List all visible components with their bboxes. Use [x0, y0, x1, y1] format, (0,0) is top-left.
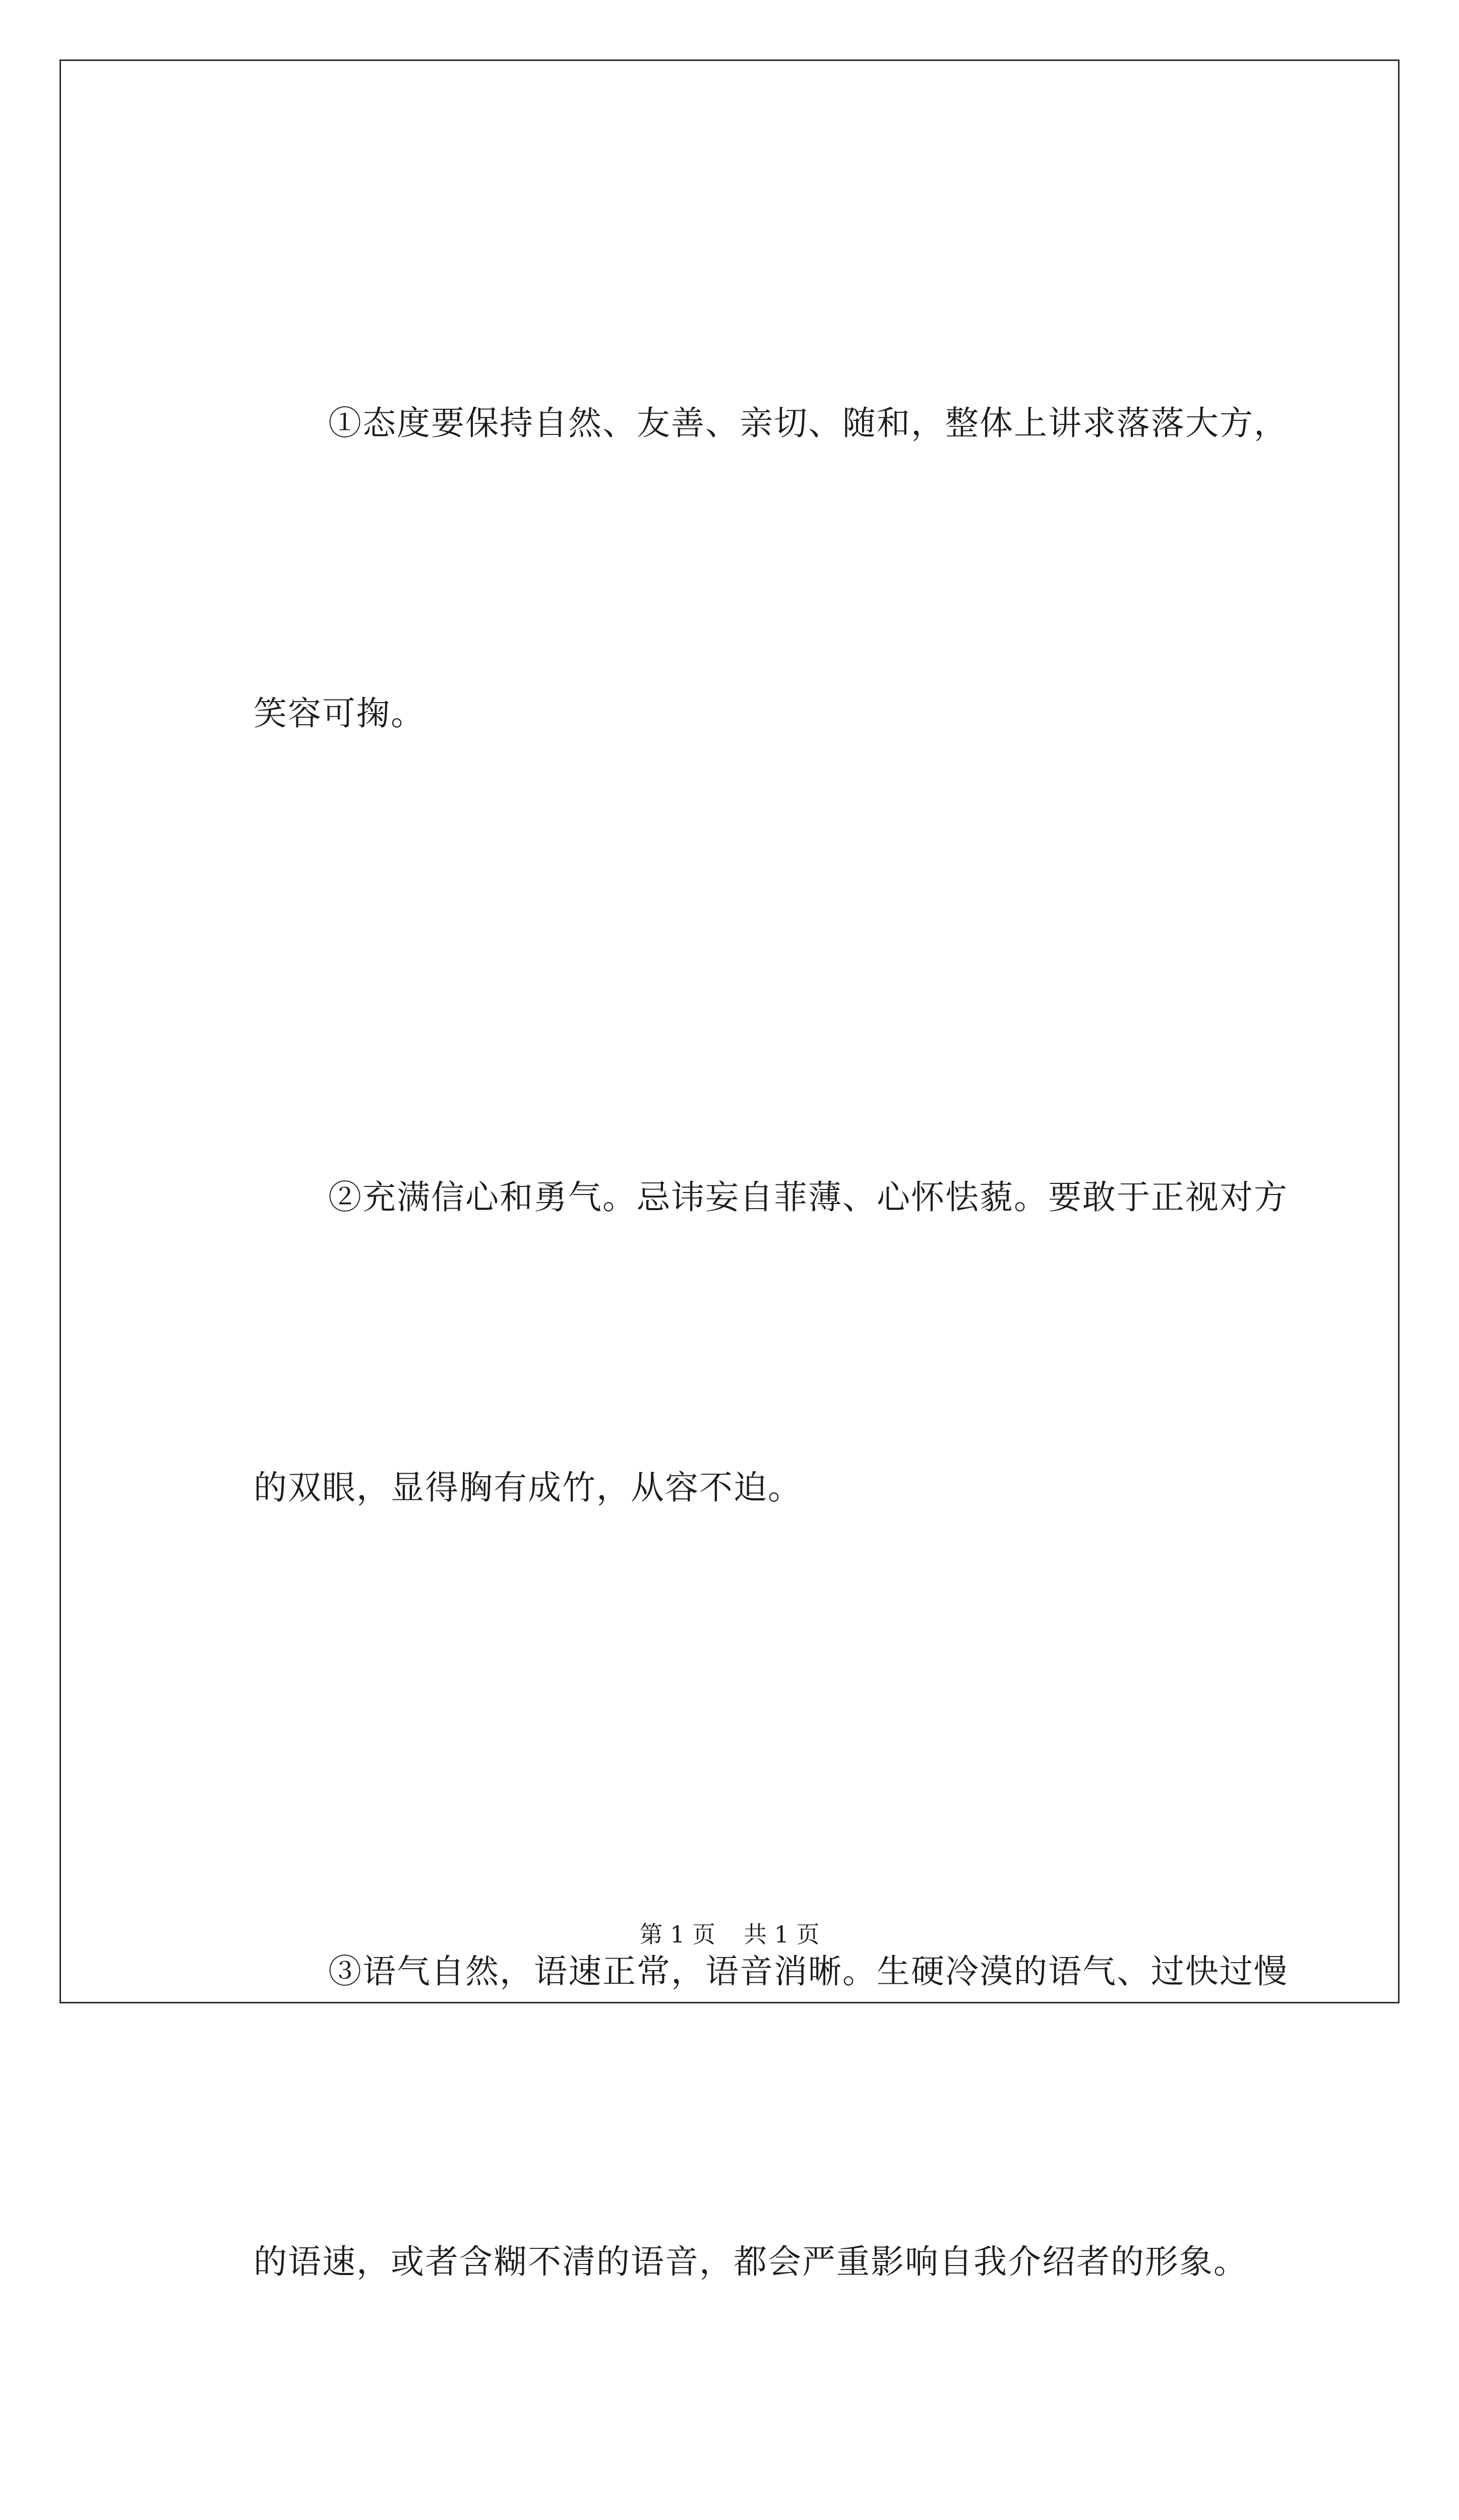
text-line: ②充满信心和勇气。忌讳妄自菲薄、心怀怯藐。要敢于正视对方 [328, 1178, 1288, 1217]
paragraph-truth [179, 2504, 1308, 2520]
text-line: ①态度要保持自然、友善、亲切、随和，整体上讲求落落大方， [328, 404, 1288, 443]
page-total: 共 1 页 [744, 1921, 820, 1948]
text-line: 的双眼，显得胸有成竹，从容不迫。 [254, 1468, 802, 1507]
paragraph-attitude [179, 181, 1308, 956]
text-line: 笑容可掬。 [254, 694, 425, 733]
document-body [179, 181, 1308, 2520]
page-number: 第 1 页 [639, 1921, 715, 1948]
paragraph-tone [179, 1730, 1308, 2504]
text-line: ③语气自然，语速正常，语音消晰。生硬冷漠的语气、过快过慢 [328, 1952, 1288, 1991]
page-footer [0, 1919, 1459, 1949]
paragraph-confidence [179, 956, 1308, 1730]
text-line: 的语速，或者含糊不清的语音，都会严重影响自我介绍者的形象。 [254, 2242, 1248, 2281]
